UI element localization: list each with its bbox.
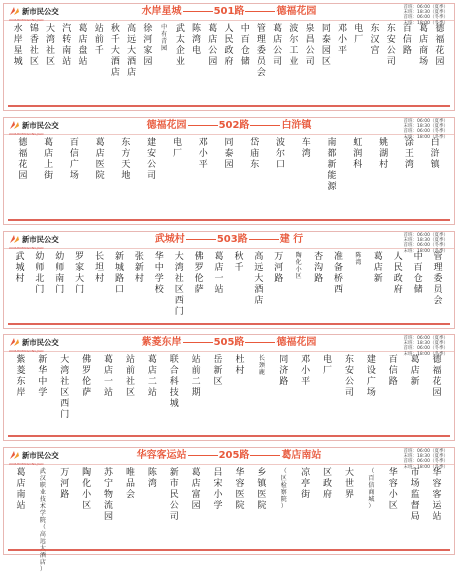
station-name: 大 湾 社 区 西 门 — [60, 355, 70, 420]
station-name: 吕 宋 小 学 — [213, 468, 223, 511]
schedule-time: 首班：06:00（夏季） — [403, 336, 448, 341]
station-name: 葛 店 二 站 — [147, 355, 157, 398]
title-divider — [186, 239, 216, 240]
station-name: 同 济 路 — [279, 355, 289, 387]
station-name: 葛 店 新 — [373, 252, 383, 284]
route-title — [4, 4, 454, 20]
station-name: 葛 店 商 场 — [419, 24, 429, 67]
station-name: 长 颈 鹿 — [258, 355, 265, 376]
station-name: 波 尔 工 业 — [289, 24, 299, 67]
schedule-time: 首班：06:00（冬季） — [403, 459, 448, 465]
title-divider — [245, 11, 275, 12]
station-name: 新 市 民 公 司 — [169, 468, 179, 522]
station-name: 站 前 二 期 — [191, 355, 201, 398]
schedule-times — [404, 233, 448, 254]
station-name: 长 坦 村 — [95, 252, 105, 284]
route-number: 505路 — [213, 337, 245, 348]
route-bar — [8, 549, 450, 551]
station-name: 华 中 学 校 — [154, 252, 164, 295]
route-title — [4, 118, 454, 134]
route-number: 502路 — [218, 120, 250, 131]
station-name: 姚 湖 村 — [379, 138, 389, 170]
station-name: 唯 品 会 — [125, 468, 135, 500]
station-name: 虹 润 科 — [353, 138, 363, 170]
route-title — [4, 448, 454, 464]
route-origin: 德福花园 — [146, 120, 187, 131]
station-name: 站 前 社 区 — [125, 355, 135, 398]
card-header — [4, 4, 454, 26]
station-name: 葛 店 富 园 — [191, 468, 201, 511]
title-divider — [183, 11, 213, 12]
station-name: 南 都 新 能 源 — [327, 138, 337, 192]
station-name: 管 理 委 员 会 — [433, 252, 443, 306]
route-card — [3, 231, 455, 329]
station-name: 东 安 公 司 — [344, 355, 354, 398]
station-name: 邓 小 平 — [338, 24, 348, 56]
title-divider — [250, 125, 280, 126]
station-name: 邓 小 平 — [198, 138, 208, 170]
station-name: 华 容 小 区 — [388, 468, 398, 511]
station-name: 万 河 路 — [274, 252, 284, 284]
schedule-time: 末班：18:30（夏季） — [403, 454, 448, 460]
route-origin: 水岸星城 — [141, 6, 182, 17]
schedule-time: 末班：18:30（夏季） — [403, 238, 448, 244]
station-name: 苏 宁 物 流 园 — [104, 468, 114, 522]
schedule-times — [404, 5, 448, 26]
route-origin: 华容客运站 — [136, 450, 187, 461]
station-name: 德 福 花 园 — [435, 24, 445, 67]
company-name-pinyin: XINSHIMINGONGJIAO — [9, 132, 44, 136]
schedule-time: 首班：06:00（夏季） — [403, 233, 448, 238]
station-name: 联 合 科 技 城 — [169, 355, 179, 409]
station-name: 人 民 政 府 — [393, 252, 403, 295]
company-name-pinyin: XINSHIMINGONGJIAO — [9, 462, 44, 466]
station-name: 华 容 客 运 站 — [432, 468, 442, 522]
station-name: （ 百 信 商 城 ） — [368, 468, 375, 510]
station-name: 杏 沟 路 — [314, 252, 324, 284]
station-name: 葛 店 盘 站 — [78, 24, 88, 67]
schedule-time: 首班：06:00（夏季） — [403, 449, 448, 454]
station-name: 中 有 青 园 — [161, 24, 168, 52]
station-name: 邓 小 平 — [301, 355, 311, 387]
route-bar — [8, 219, 450, 221]
route-bar — [8, 435, 450, 437]
station-name: 万 河 路 — [60, 468, 70, 500]
card-header — [4, 232, 454, 254]
route-title — [4, 232, 454, 248]
schedule-time: 末班：18:00（冬季） — [403, 464, 448, 470]
route-number: 205路 — [218, 450, 250, 461]
station-list — [4, 138, 454, 220]
station-name: 高 远 大 酒 店 — [127, 24, 137, 78]
company-name: 新市民公交 — [22, 451, 59, 460]
station-name: 武 汉 职 业 技 术 学 院 （ 高 远 酒 店 ） — [39, 468, 46, 573]
station-name: 张 新 村 — [134, 252, 144, 284]
schedule-time: 末班：18:00（冬季） — [403, 248, 448, 254]
station-name: 乡 镇 医 院 — [257, 468, 267, 511]
station-name: 电 厂 — [354, 24, 364, 45]
station-name: 区 政 府 — [323, 468, 333, 500]
station-name: 新 城 路 口 — [114, 252, 124, 295]
station-name: 同 泰 园 区 — [321, 24, 331, 67]
station-name: 电 厂 — [172, 138, 182, 159]
schedule-time: 首班：06:00（冬季） — [403, 346, 448, 352]
station-name: 大 湾 社 区 西 门 — [174, 252, 184, 317]
schedule-times — [404, 449, 448, 470]
title-divider — [249, 239, 279, 240]
station-name: 百 信 路 — [388, 355, 398, 387]
route-card — [3, 447, 455, 573]
station-name: 泉 昌 公 司 — [305, 24, 315, 67]
card-header — [4, 335, 454, 357]
station-name: 岳 新 区 — [213, 355, 223, 387]
station-name: 中 百 仓 储 — [240, 24, 250, 67]
route-bar — [8, 105, 450, 107]
card-header — [4, 448, 454, 470]
station-name: 陈 湾 电 — [192, 24, 202, 56]
station-name: 幼 师 南 门 — [55, 252, 65, 295]
station-name: 陶 化 小 区 — [82, 468, 92, 511]
schedule-time: 末班：18:30（夏季） — [403, 124, 448, 130]
station-name: 汽 转 南 站 — [62, 24, 72, 67]
station-name: 建 安 公 司 — [147, 138, 157, 181]
station-name: 葛 店 新 — [410, 355, 420, 387]
route-card — [3, 117, 455, 225]
route-card — [3, 3, 455, 111]
schedule-time: 末班：18:00（冬季） — [403, 20, 448, 26]
route-origin: 紫菱东岸 — [141, 337, 182, 348]
station-name: 同 泰 园 — [224, 138, 234, 170]
station-list — [4, 355, 454, 436]
station-name: 电 厂 — [323, 355, 333, 376]
station-name: 杜 村 — [235, 355, 245, 376]
station-name: 秋 千 大 酒 店 — [110, 24, 120, 78]
station-name: （ 区 检 察 院 ） — [280, 468, 287, 510]
company-name-pinyin: XINSHIMINGONGJIAO — [9, 18, 44, 22]
schedule-time: 首班：06:00（夏季） — [403, 119, 448, 124]
company-name-pinyin: XINSHIMINGONGJIAO — [9, 246, 44, 250]
station-list — [4, 24, 454, 106]
station-name: 岱 庙 东 — [250, 138, 260, 170]
schedule-times — [404, 336, 448, 357]
route-number: 503路 — [216, 234, 248, 245]
station-name: 葛 店 上 街 — [44, 138, 54, 181]
route-origin: 武城村 — [154, 234, 185, 245]
station-name: 佛 罗 伦 萨 — [194, 252, 204, 295]
station-name: 锦 香 社 区 — [29, 24, 39, 67]
station-name: 管 理 委 员 会 — [256, 24, 266, 78]
title-divider — [188, 125, 218, 126]
schedule-time: 首班：06:00（冬季） — [403, 243, 448, 249]
station-name: 人 民 政 府 — [224, 24, 234, 67]
route-title — [4, 335, 454, 351]
schedule-time: 首班：06:00（冬季） — [403, 129, 448, 135]
station-name: 高 远 大 酒 店 — [254, 252, 264, 306]
station-name: 建 设 广 场 — [366, 355, 376, 398]
station-name: 华 容 医 院 — [235, 468, 245, 511]
station-name: 武 城 村 — [15, 252, 25, 284]
station-name: 陶 化 小 区 — [295, 252, 302, 280]
station-name: 武 太 企 业 — [175, 24, 185, 67]
schedule-time: 末班：18:00（冬季） — [403, 351, 448, 357]
station-name: 罗 家 大 门 — [75, 252, 85, 295]
station-name: 新 华 中 学 — [38, 355, 48, 398]
station-name: 车 湾 — [301, 138, 311, 159]
station-name: 葛 店 医 院 — [95, 138, 105, 181]
station-name: 波 尔 口 — [276, 138, 286, 170]
station-name: 东 汉 宫 — [370, 24, 380, 56]
route-bar — [8, 323, 450, 325]
station-name: 百 信 广 场 — [69, 138, 79, 181]
station-name: 葛 店 南 站 — [16, 468, 26, 511]
station-name: 紫 菱 东 岸 — [16, 355, 26, 398]
station-name: 市 场 监 督 局 — [410, 468, 420, 522]
company-name: 新市民公交 — [22, 338, 59, 347]
schedule-time: 末班：18:30（夏季） — [403, 341, 448, 347]
station-name: 东 方 天 地 — [121, 138, 131, 181]
station-name: 站 前 千 — [94, 24, 104, 56]
station-name: 大 湾 社 区 — [46, 24, 56, 67]
station-name: 葛 店 公 司 — [273, 24, 283, 67]
station-name: 白 浒 镇 — [430, 138, 440, 170]
schedule-times — [404, 119, 448, 140]
route-number: 501路 — [213, 6, 245, 17]
route-destination: 葛店南站 — [281, 450, 322, 461]
station-name: 中 百 仓 储 — [413, 252, 423, 295]
company-name: 新市民公交 — [22, 7, 59, 16]
station-name: 德 福 花 园 — [432, 355, 442, 398]
station-name: 陈 湾 — [355, 252, 362, 266]
route-destination: 白浒镇 — [281, 120, 312, 131]
title-divider — [188, 455, 218, 456]
title-divider — [245, 342, 275, 343]
route-destination: 德福花园 — [276, 6, 317, 17]
station-name: 秋 千 — [234, 252, 244, 273]
station-name: 水 岸 星 城 — [13, 24, 23, 67]
title-divider — [250, 455, 280, 456]
station-name: 葛 店 一 站 — [214, 252, 224, 295]
station-name: 葛 店 一 站 — [104, 355, 114, 398]
station-name: 佛 罗 伦 萨 — [82, 355, 92, 398]
station-list — [4, 468, 454, 573]
station-name: 涂 王 湾 — [404, 138, 414, 170]
route-destination: 建 行 — [279, 234, 304, 245]
station-name: 准 备 桥 西 — [333, 252, 343, 295]
route-card — [3, 334, 455, 441]
card-header — [4, 118, 454, 140]
station-name: 东 安 公 司 — [386, 24, 396, 67]
company-name: 新市民公交 — [22, 235, 59, 244]
title-divider — [183, 342, 213, 343]
station-name: 百 信 路 — [402, 24, 412, 56]
station-name: 幼 师 北 门 — [35, 252, 45, 295]
station-name: 徐 河 家 园 — [143, 24, 153, 67]
schedule-time: 首班：06:00（冬季） — [403, 15, 448, 21]
schedule-time: 末班：18:30（夏季） — [403, 10, 448, 16]
station-name: 葛 店 公 园 — [208, 24, 218, 67]
schedule-time: 首班：06:00（夏季） — [403, 5, 448, 10]
station-name: 德 福 花 园 — [18, 138, 28, 181]
schedule-time: 末班：18:00（冬季） — [403, 134, 448, 140]
station-name: 凉 亭 街 — [301, 468, 311, 500]
station-list — [4, 252, 454, 324]
route-destination: 德福花园 — [276, 337, 317, 348]
station-name: 大 世 界 — [344, 468, 354, 500]
station-name: 陈 湾 — [147, 468, 157, 489]
company-name: 新市民公交 — [22, 121, 59, 130]
company-name-pinyin: XINSHIMINGONGJIAO — [9, 349, 44, 353]
